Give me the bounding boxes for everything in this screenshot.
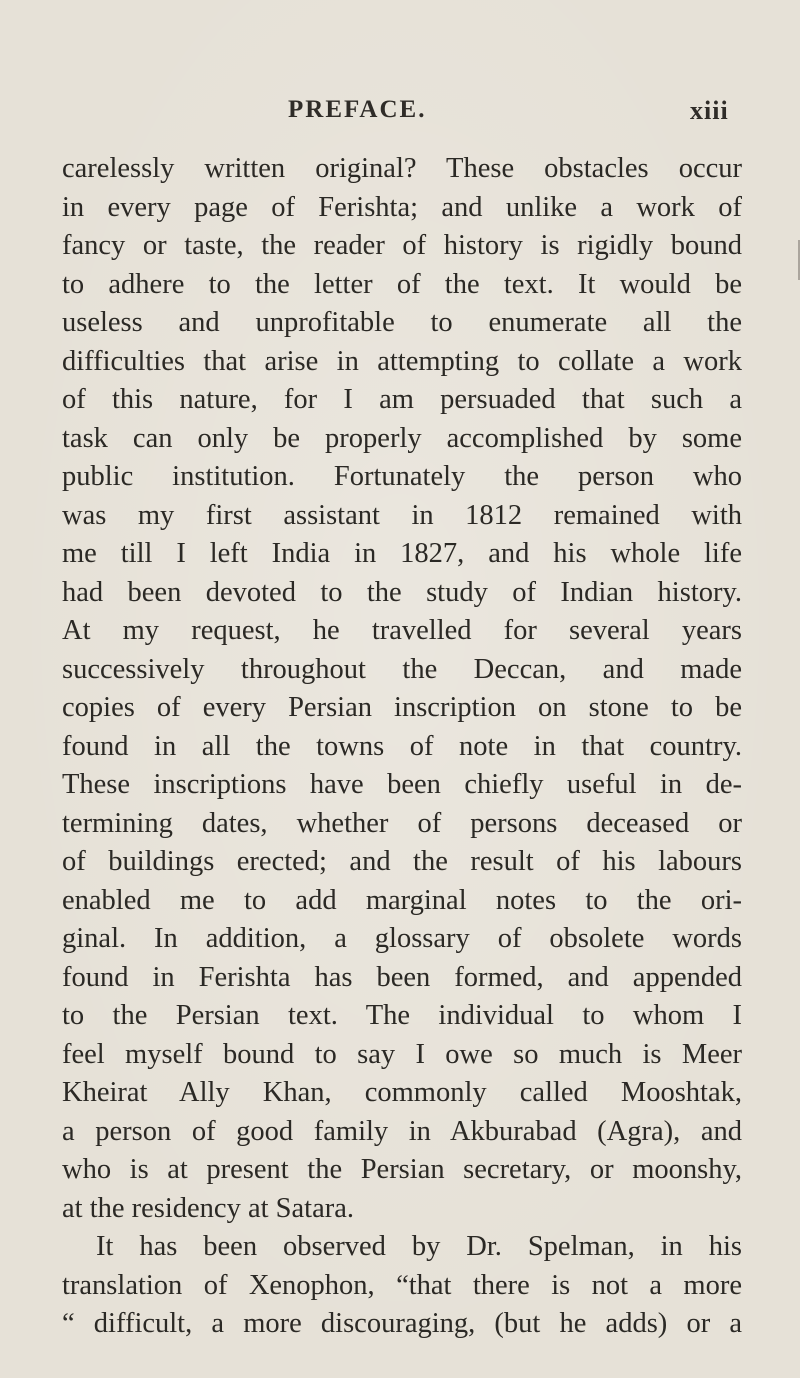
text-line: useless and unprofitable to enumerate all the xyxy=(62,307,742,338)
text-line: found in all the towns of note in that country. xyxy=(62,730,742,762)
text-line: At my request, he travelled for several years xyxy=(62,615,742,646)
paragraph-start-line: It has been observed by Dr. Spelman, in his xyxy=(96,1231,742,1262)
paragraph-end-line: at the residency at Satara. xyxy=(62,1192,354,1224)
text-line: enabled me to add marginal notes to the ori- xyxy=(62,884,742,916)
text-line: ginal. In addition, a glossary of obsolete words xyxy=(62,923,742,954)
text-line: of buildings erected; and the result of his labours xyxy=(62,846,742,877)
running-head: PREFACE. xyxy=(288,96,427,123)
text-line: found in Ferishta has been formed, and appended xyxy=(62,961,742,993)
text-line: task can only be properly accomplished by some xyxy=(62,422,742,454)
text-line: feel myself bound to say I owe so much is Meer xyxy=(62,1038,742,1070)
text-line: a person of good family in Akburabad (Agra), and xyxy=(62,1115,742,1147)
text-line: carelessly written original? These obstacles occur xyxy=(62,153,742,184)
text-line: to adhere to the letter of the text. It would be xyxy=(62,268,742,300)
text-line: translation of Xenophon, “that there is not a more xyxy=(62,1269,742,1301)
text-line: These inscriptions have been chiefly useful in de- xyxy=(62,769,742,800)
text-line: difficulties that arise in attempting to collate a work xyxy=(62,345,742,377)
text-line: termining dates, whether of persons deceased or xyxy=(62,807,742,839)
text-line: was my first assistant in 1812 remained with xyxy=(62,499,742,531)
text-line: copies of every Persian inscription on stone to be xyxy=(62,692,742,723)
text-line: of this nature, for I am persuaded that such a xyxy=(62,384,742,415)
text-line: had been devoted to the study of Indian history. xyxy=(62,576,742,608)
page-header xyxy=(0,96,800,136)
text-line: to the Persian text. The individual to whom I xyxy=(62,1000,742,1031)
text-line: “ difficult, a more discouraging, (but he adds) or a xyxy=(62,1308,742,1339)
text-line: public institution. Fortunately the person who xyxy=(62,461,742,492)
text-line: in every page of Ferishta; and unlike a work of xyxy=(62,191,742,223)
body-text xyxy=(62,150,742,1344)
text-line: who is at present the Persian secretary, or moonshy, xyxy=(62,1154,742,1185)
text-line: me till I left India in 1827, and his whole life xyxy=(62,538,742,569)
page-number: xiii xyxy=(690,96,729,125)
text-line: Kheirat Ally Khan, commonly called Mooshtak, xyxy=(62,1077,742,1108)
text-line: fancy or taste, the reader of history is rigidly bound xyxy=(62,230,742,261)
text-line: successively throughout the Deccan, and made xyxy=(62,653,742,685)
